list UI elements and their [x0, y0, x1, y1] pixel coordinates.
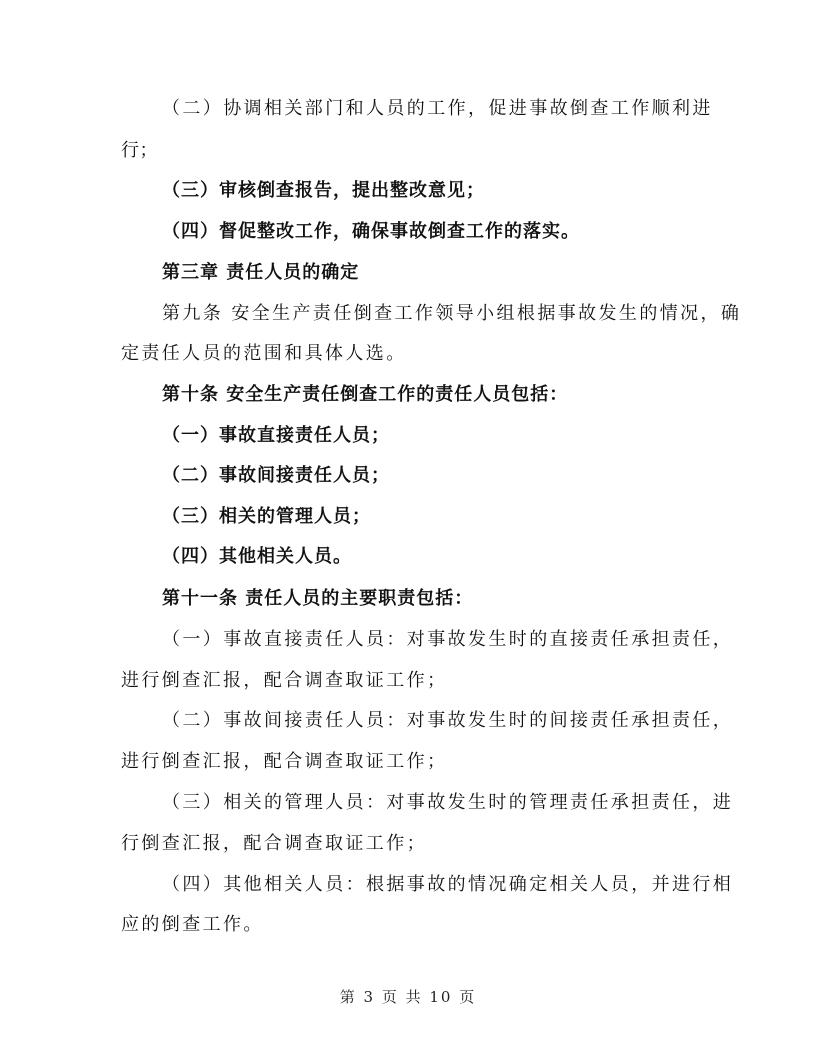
paragraph-line: （四）其他相关人员：根据事故的情况确定相关人员，并进行相 [162, 874, 734, 895]
list-item: （四）其他相关人员。 [162, 546, 352, 567]
article-heading: 第十条 安全生产责任倒查工作的责任人员包括： [162, 384, 569, 405]
paragraph-line: （四）督促整改工作，确保事故倒查工作的落实。 [162, 221, 580, 242]
paragraph-line: 行； [121, 140, 158, 161]
paragraph-line: 进行倒查汇报，配合调查取证工作； [121, 751, 448, 772]
article-heading: 第十一条 责任人员的主要职责包括： [162, 588, 474, 609]
paragraph-line: 应的倒查工作。 [121, 914, 264, 935]
paragraph-line: （二）事故间接责任人员：对事故发生时的间接责任承担责任， [162, 710, 734, 731]
paragraph-line: （三）相关的管理人员：对事故发生时的管理责任承担责任，进 [162, 792, 734, 813]
list-item: （一）事故直接责任人员； [162, 425, 390, 446]
chapter-heading: 第三章 责任人员的确定 [162, 262, 360, 283]
page-number: 第 3 页 共 10 页 [339, 988, 477, 1006]
paragraph-line: （三）审核倒查报告，提出整改意见； [162, 180, 485, 201]
list-item: （三）相关的管理人员； [162, 506, 371, 527]
paragraph-line: （一）事故直接责任人员：对事故发生时的直接责任承担责任， [162, 629, 734, 650]
paragraph-line: 行倒查汇报，配合调查取证工作； [121, 833, 427, 854]
list-item: （二）事故间接责任人员； [162, 465, 390, 486]
paragraph-line: 进行倒查汇报，配合调查取证工作； [121, 670, 448, 691]
paragraph-line: 定责任人员的范围和具体人选。 [121, 343, 407, 364]
paragraph-line: 第九条 安全生产责任倒查工作领导小组根据事故发生的情况，确 [162, 303, 742, 324]
paragraph-line: （二）协调相关部门和人员的工作，促进事故倒查工作顺利进 [162, 98, 713, 119]
